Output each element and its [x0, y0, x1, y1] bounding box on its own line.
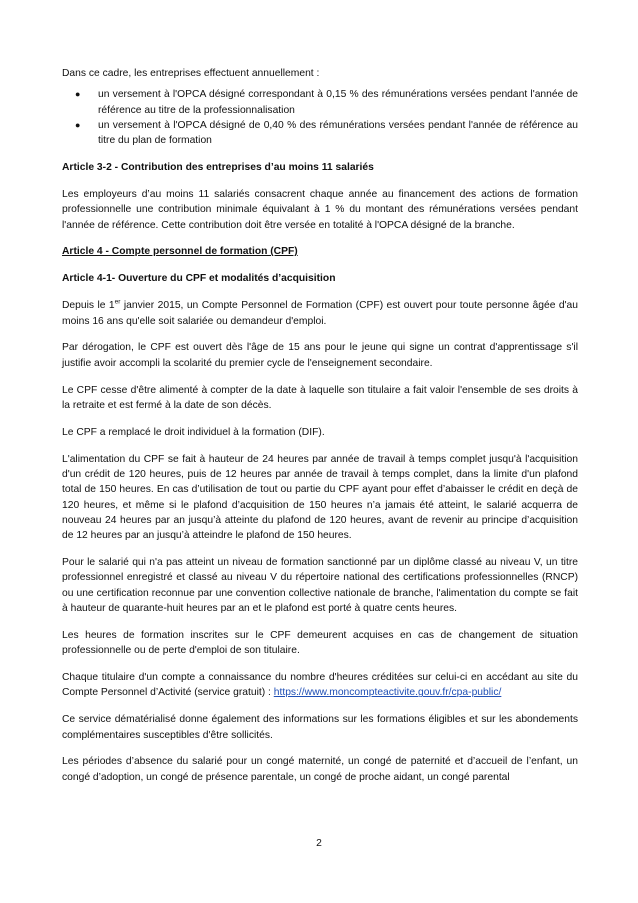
paragraph: Les heures de formation inscrites sur le CPF demeurent acquises en cas de changement de situation professionnelle ou de perte d'emploi de son titulaire. [62, 629, 578, 657]
paragraph [62, 670, 578, 701]
document-page [62, 66, 578, 797]
bullet-icon: ● [75, 119, 81, 130]
list-item [62, 87, 578, 118]
contribution-list [62, 87, 578, 148]
article-4-1-heading: Article 4-1- Ouverture du CPF et modalités d’acquisition [62, 273, 336, 285]
list-item [62, 118, 578, 149]
article-3-2-heading: Article 3-2 - Contribution des entreprises d’au moins 11 salariés [62, 162, 374, 174]
paragraph: Par dérogation, le CPF est ouvert dès l'âge de 15 ans pour le jeune qui signe un contrat d'apprentissage s'il justifie avoir accompli la scolarité du premier cycle de l'enseignement secondaire. [62, 342, 578, 369]
paragraph: Les périodes d’absence du salarié pour un congé maternité, un congé de paternité et d’accueil de l’enfant, un congé d’adoption, un congé de présence parentale, un congé de proche aidant, un congé parental [62, 756, 578, 783]
ordinal-superscript: er [114, 298, 121, 306]
paragraph: Pour le salarié qui n'a pas atteint un niveau de formation sanctionné par un diplôme classé au niveau V, un titre professionnel enregistré et classé au niveau V du répertoire national des certifications professionnelles (RNCP) ou une certification reconnue par une convention collective nationale de branche, l'alimentation du compte se fait à hauteur de quarante-huit heures par an et le plafond est porté à quatre cents heures. [62, 557, 578, 614]
cpa-website-link[interactable]: https://www.moncompteactivite.gouv.fr/cpa-public/ [273, 687, 502, 699]
paragraph [62, 298, 578, 329]
paragraph-text: Depuis le 1 [62, 300, 115, 312]
article-4-heading-text: Article 4 - Compte personnel de formation (CPF) [62, 246, 298, 258]
bullet-icon: ● [75, 89, 81, 100]
list-item-text: un versement à l'OPCA désigné correspondant à 0,15 % des rémunérations versées pendant l'année de référence au titre de la professionnalisation [98, 89, 578, 116]
intro-paragraph: Dans ce cadre, les entreprises effectuent annuellement : [62, 68, 320, 79]
list-item-text: un versement à l'OPCA désigné de 0,40 % des rémunérations versées pendant l'année de référence au titre du plan de formation [98, 119, 578, 147]
paragraph-text: janvier 2015, un Compte Personnel de Formation (CPF) est ouvert pour toute personne âgée d'au moins 16 ans qu'elle soit salariée ou demandeur d'emploi. [62, 300, 578, 327]
article-4-heading [62, 244, 578, 259]
paragraph: Le CPF a remplacé le droit individuel à la formation (DIF). [62, 426, 325, 438]
paragraph: Ce service dématérialisé donne également des informations sur les formations éligibles et sur les abondements complémentaires susceptibles d'être sollicités. [62, 714, 578, 741]
paragraph: L'alimentation du CPF se fait à hauteur de 24 heures par année de travail à temps complet jusqu'à l'acquisition d'un crédit de 120 heures, puis de 12 heures par année de travail à temps complet, dans la limite d'un plafond total de 150 heures. En cas d’utilisation de tout ou partie du CPF ayant pour effet d’abaisser le crédit en deçà de 120 heures, et même si le plafond d’acquisition de 150 heures n’a jamais été atteint, le salarié acquerra de nouveau 24 heures par an jusqu’à atteinte du plafond de 120 heures, avant de revenir au principe d’acquisition de 12 heures par an jusqu’à atteindre le plafond de 150 heures. [62, 453, 578, 542]
article-3-2-paragraph: Les employeurs d’au moins 11 salariés consacrent chaque année au financement des actions de formation professionnelle une contribution minimale équivalant à 1 % du montant des rémunérations versées pendant l'année de référence. Cette contribution doit être versée en totalité à l'OPCA désigné de la branche. [62, 188, 578, 231]
page-number: 2 [316, 838, 322, 849]
paragraph-text: Chaque titulaire d'un compte a connaissance du nombre d'heures créditées sur celui-ci en accédant au site du Compte Personnel d’Activité (service gratuit) : [62, 672, 578, 699]
paragraph: Le CPF cesse d'être alimenté à compter de la date à laquelle son titulaire a fait valoir l'ensemble de ses droits à la retraite et est fermé à la date de son décès. [62, 384, 578, 411]
